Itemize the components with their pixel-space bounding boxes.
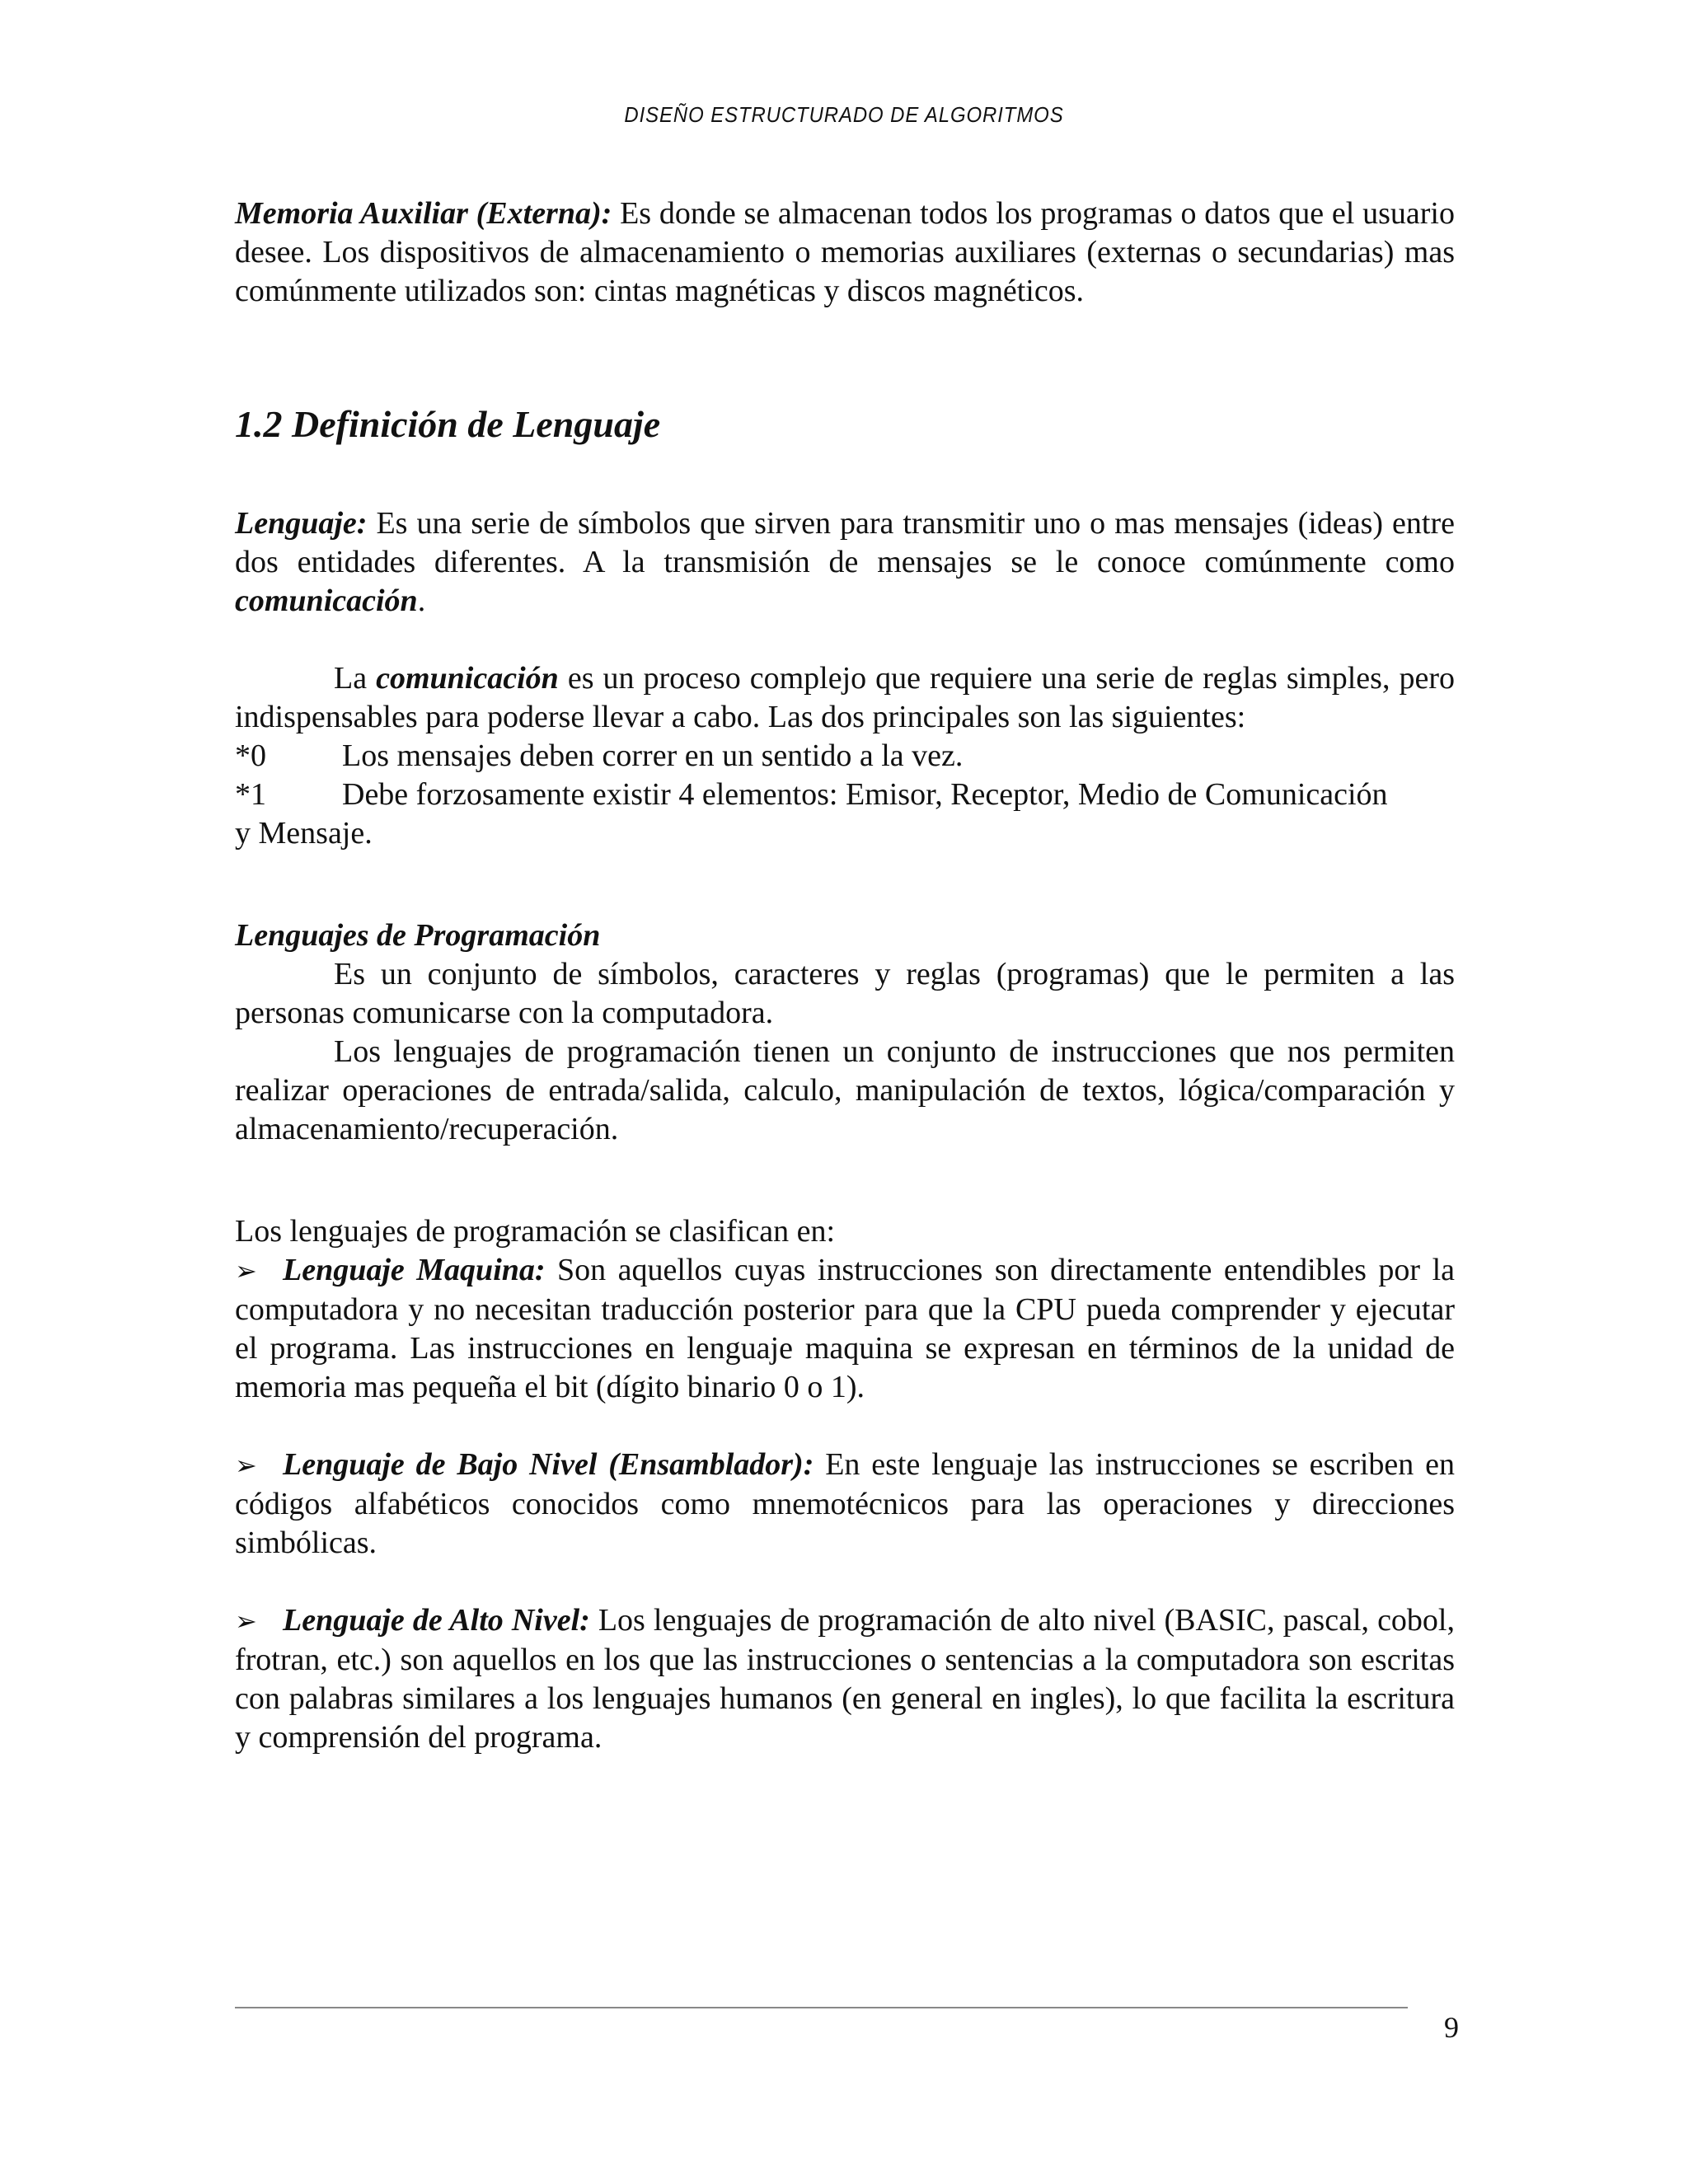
clasificacion-term: Lenguaje de Alto Nivel:	[283, 1603, 590, 1638]
section-title: 1.2 Definición de Lenguaje	[235, 403, 661, 445]
memoria-auxiliar-paragraph	[235, 194, 1455, 311]
rule-text: Debe forzosamente existir 4 elementos: Emisor, Receptor, Medio de Comunicación	[342, 777, 1388, 812]
arrow-bullet-icon: ➢	[235, 1450, 257, 1481]
clasificacion-intro: Los lenguajes de programación se clasifican en:	[235, 1214, 836, 1249]
rule-item-1	[235, 776, 1455, 814]
programacion-paragraph-2: Los lenguajes de programación tienen un conjunto de instrucciones que nos permiten realizar operaciones de entrada/salida, calculo, manipulación de textos, lógica/comparación y almacenamiento/recuperación.	[235, 1034, 1455, 1146]
clasificacion-term: Lenguaje de Bajo Nivel (Ensamblador):	[283, 1447, 814, 1482]
footer-divider	[235, 2007, 1408, 2008]
clasificacion-item-alto-nivel	[235, 1601, 1455, 1757]
arrow-bullet-icon: ➢	[235, 1255, 257, 1286]
lenguaje-term: Lenguaje:	[235, 506, 368, 541]
lenguaje-paragraph	[235, 504, 1455, 621]
rule-item-0	[235, 737, 1455, 776]
rule-marker: *0	[235, 738, 266, 773]
arrow-bullet-icon: ➢	[235, 1605, 257, 1637]
clasificacion-term: Lenguaje Maquina:	[283, 1253, 546, 1287]
comunicacion-paragraph	[235, 659, 1455, 737]
memoria-auxiliar-term: Memoria Auxiliar (Externa):	[235, 196, 612, 231]
memoria-auxiliar-text: Es donde se almacenan todos los programas o datos que el usuario desee. Los dispositivos de almacenamiento o memorias auxiliares (externas o secundarias) mas comúnmente utilizados son: cintas magnéticas y discos magnéticos.	[235, 196, 1455, 308]
rule-marker: *1	[235, 777, 266, 812]
comunicacion-text: es un proceso complejo que requiere una serie de reglas simples, pero indispensables para poderse llevar a cabo. Las dos principales son las siguientes:	[235, 661, 1455, 734]
clasificacion-text: Son aquellos cuyas instrucciones son directamente entendibles por la computadora y no necesitan traducción posterior para que la CPU pueda comprender y ejecutar el programa. Las instrucciones en lenguaje maquina se expresan en términos de la unidad de memoria mas pequeña el bit (dígito binario 0 o 1).	[235, 1253, 1455, 1404]
lenguaje-end: .	[417, 583, 426, 618]
comunicacion-emphasis: comunicación	[376, 661, 559, 696]
page-number: 9	[1444, 2011, 1459, 2044]
running-header: DISEÑO ESTRUCTURADO DE ALGORITMOS	[624, 102, 1064, 127]
programacion-paragraph-1: Es un conjunto de símbolos, caracteres y reglas (programas) que le permiten a las personas comunicarse con la computadora.	[235, 957, 1455, 1030]
lenguaje-text: Es una serie de símbolos que sirven para transmitir uno o mas mensajes (ideas) entre dos entidades diferentes. A la transmisión de mensajes se le conoce comúnmente como	[235, 506, 1455, 579]
page-content	[235, 194, 1455, 1757]
rule-continuation: y Mensaje.	[235, 816, 373, 851]
clasificacion-text: Los lenguajes de programación de alto nivel (BASIC, pascal, cobol, frotran, etc.) son aquellos en los que las instrucciones o sentencias a la computadora son escritas con palabras similares a los lenguajes humanos (en general en ingles), lo que facilita la escritura y comprensión del programa.	[235, 1603, 1455, 1755]
comunicacion-pre: La	[334, 661, 377, 696]
clasificacion-item-maquina	[235, 1251, 1455, 1407]
programacion-heading: Lenguajes de Programación	[235, 918, 601, 953]
clasificacion-text: En este lenguaje las instrucciones se escriben en códigos alfabéticos conocidos como mnemotécnicos para las operaciones y direcciones simbólicas.	[235, 1447, 1455, 1560]
rule-text: Los mensajes deben correr en un sentido a la vez.	[342, 738, 964, 773]
lenguaje-emphasis: comunicación	[235, 583, 418, 618]
clasificacion-item-bajo-nivel	[235, 1446, 1455, 1563]
